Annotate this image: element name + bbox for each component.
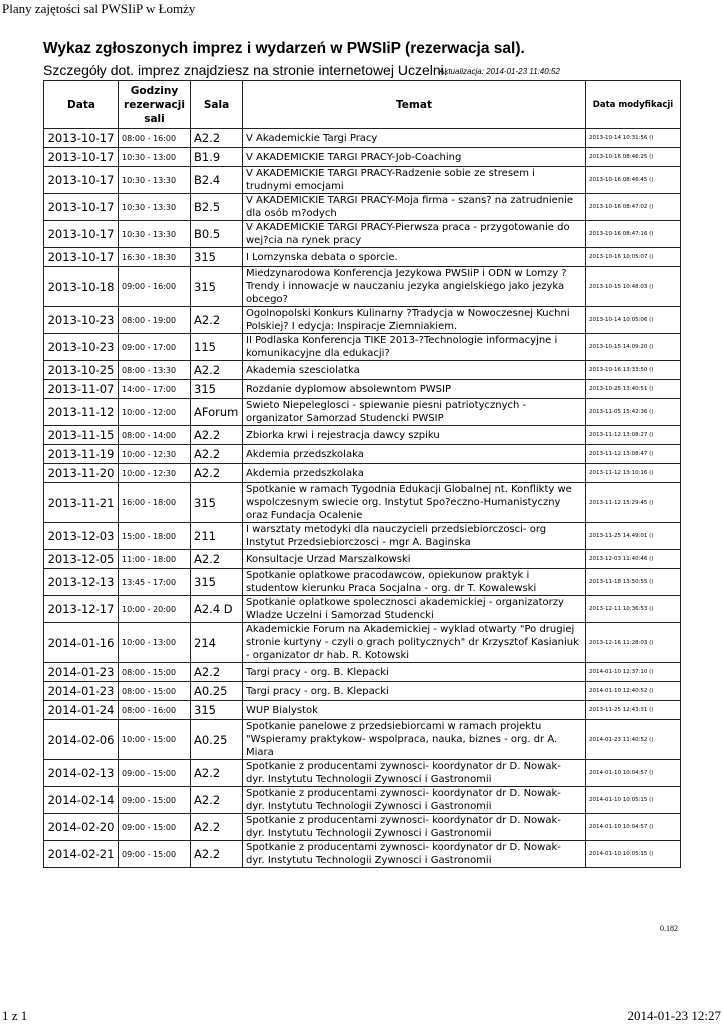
cell-room: 115 <box>191 334 243 361</box>
print-header-title: Plany zajętości sal PWSIiP w Łomży <box>2 1 196 16</box>
cell-date: 2014-02-06 <box>44 720 119 760</box>
table-row <box>44 148 681 167</box>
cell-modified: 2013-10-16 08:46:25 () <box>586 148 681 167</box>
cell-modified: 2013-10-14 10:31:56 () <box>586 129 681 148</box>
cell-room: A2.2 <box>191 445 243 464</box>
cell-hours: 08:00 - 15:00 <box>119 682 191 701</box>
cell-topic: Rozdanie dyplomow absolewntom PWSIP <box>243 380 586 399</box>
cell-modified: 2014-01-10 10:05:15 () <box>586 787 681 814</box>
cell-room: A2.2 <box>191 787 243 814</box>
cell-room: B0.5 <box>191 221 243 248</box>
cell-modified: 2013-12-03 11:40:46 () <box>586 550 681 569</box>
cell-hours: 10:30 - 13:00 <box>119 148 191 167</box>
cell-topic: Swieto Niepeleglosci - spiewanie piesni patriotycznych - organizator Samorzad Studencki PWSIP <box>243 399 586 426</box>
cell-topic: WUP Bialystok <box>243 701 586 720</box>
cell-date: 2014-01-24 <box>44 701 119 720</box>
table-row <box>44 307 681 334</box>
table-row <box>44 720 681 760</box>
cell-date: 2013-12-13 <box>44 569 119 596</box>
cell-topic: Miedzynarodowa Konferencja Jezykowa PWSIiP i ODN w Lomzy ?Trendy i innowacje w nauczaniu jezyka angielskiego jako jezyka obcego? <box>243 267 586 307</box>
cell-modified: 2013-10-15 10:48:03 () <box>586 267 681 307</box>
table-row <box>44 483 681 523</box>
cell-room: A0.25 <box>191 720 243 760</box>
table-row <box>44 129 681 148</box>
page-number: 1 z 1 <box>2 1008 28 1023</box>
cell-topic: Targi pracy - org. B. Klepacki <box>243 682 586 701</box>
cell-modified: 2013-10-25 13:40:51 () <box>586 380 681 399</box>
cell-date: 2014-02-21 <box>44 841 119 868</box>
cell-modified: 2013-11-12 13:10:16 () <box>586 464 681 483</box>
cell-modified: 2013-12-11 10:36:53 () <box>586 596 681 623</box>
cell-room: 315 <box>191 380 243 399</box>
cell-date: 2013-10-23 <box>44 334 119 361</box>
cell-modified: 2013-11-18 13:50:55 () <box>586 569 681 596</box>
cell-topic: Targi pracy - org. B. Klepacki <box>243 663 586 682</box>
cell-room: A2.2 <box>191 129 243 148</box>
cell-hours: 08:00 - 19:00 <box>119 307 191 334</box>
cell-hours: 09:00 - 15:00 <box>119 787 191 814</box>
cell-date: 2013-12-17 <box>44 596 119 623</box>
table-row <box>44 814 681 841</box>
cell-hours: 08:00 - 14:00 <box>119 426 191 445</box>
cell-room: B1.9 <box>191 148 243 167</box>
cell-topic: Akdemia przedszkolaka <box>243 464 586 483</box>
cell-modified: 2014-01-10 12:37:10 () <box>586 663 681 682</box>
cell-room: A2.2 <box>191 464 243 483</box>
cell-date: 2013-11-12 <box>44 399 119 426</box>
table-row <box>44 596 681 623</box>
cell-date: 2013-10-25 <box>44 361 119 380</box>
cell-room: 211 <box>191 523 243 550</box>
column-header-room: Sala <box>191 81 243 129</box>
cell-topic: Spotkanie w ramach Tygodnia Edukacji Globalnej nt. Konflikty we wspolczesnym swiecie org. Instytut Spo?eczno-Humanistyczny oraz Fundacja Ocalenie <box>243 483 586 523</box>
cell-room: 214 <box>191 623 243 663</box>
cell-room: B2.5 <box>191 194 243 221</box>
page-subtitle: Szczegóły dot. imprez znajdziesz na stronie internetowej Uczelni. <box>43 62 448 78</box>
cell-hours: 09:00 - 15:00 <box>119 814 191 841</box>
cell-topic: V AKADEMICKIE TARGI PRACY-Job-Coaching <box>243 148 586 167</box>
cell-hours: 09:00 - 16:00 <box>119 267 191 307</box>
table-row <box>44 445 681 464</box>
cell-date: 2013-10-17 <box>44 221 119 248</box>
column-header-modified: Data modyfikacji <box>586 81 681 129</box>
cell-date: 2013-11-19 <box>44 445 119 464</box>
reservations-table <box>43 80 681 868</box>
column-header-date: Data <box>44 81 119 129</box>
cell-hours: 09:00 - 15:00 <box>119 841 191 868</box>
cell-hours: 10:00 - 12:30 <box>119 464 191 483</box>
cell-topic: V AKADEMICKIE TARGI PRACY-Radzenie sobie ze stresem i trudnymi emocjami <box>243 167 586 194</box>
cell-hours: 15:00 - 18:00 <box>119 523 191 550</box>
cell-modified: 2013-11-25 14:49:01 () <box>586 523 681 550</box>
cell-room: 315 <box>191 267 243 307</box>
cell-hours: 14:00 - 17:00 <box>119 380 191 399</box>
cell-date: 2014-02-14 <box>44 787 119 814</box>
cell-topic: Spotkanie oplatkowe pracodawcow, opiekunow praktyk i studentow kierunku Praca Socjalna - org. dr T. Kowalewski <box>243 569 586 596</box>
cell-modified: 2014-01-10 10:04:57 () <box>586 814 681 841</box>
cell-topic: Ogolnopolski Konkurs Kulinarny ?Tradycja w Nowoczesnej Kuchni Polskiej? I edycja: Inspiracje Ziemniakiem. <box>243 307 586 334</box>
cell-topic: Akdemia przedszkolaka <box>243 445 586 464</box>
cell-topic: II Podlaska Konferencja TIKE 2013-?Technologie informacyjne i komunikacyjne dla edukacji? <box>243 334 586 361</box>
table-row <box>44 760 681 787</box>
cell-modified: 2013-12-16 11:28:03 () <box>586 623 681 663</box>
table-row <box>44 167 681 194</box>
cell-hours: 13:45 - 17:00 <box>119 569 191 596</box>
cell-room: 315 <box>191 248 243 267</box>
cell-hours: 10:30 - 13:30 <box>119 167 191 194</box>
cell-hours: 10:00 - 13:00 <box>119 623 191 663</box>
table-row <box>44 399 681 426</box>
cell-room: 315 <box>191 569 243 596</box>
cell-date: 2014-02-20 <box>44 814 119 841</box>
cell-date: 2013-11-21 <box>44 483 119 523</box>
cell-modified: 2013-11-12 13:08:27 () <box>586 426 681 445</box>
table-row <box>44 380 681 399</box>
cell-date: 2013-10-17 <box>44 194 119 221</box>
table-row <box>44 334 681 361</box>
page-title: Wykaz zgłoszonych imprez i wydarzeń w PWSIiP (rezerwacja sal). <box>43 40 525 57</box>
cell-date: 2013-10-23 <box>44 307 119 334</box>
cell-hours: 16:00 - 18:00 <box>119 483 191 523</box>
cell-topic: Spotkanie panelowe z przedsiebiorcami w ramach projektu "Wspieramy praktykow- wspolpraca, nauka, biznes - org. dr A. Miara <box>243 720 586 760</box>
cell-room: A2.2 <box>191 814 243 841</box>
table-row <box>44 248 681 267</box>
cell-hours: 10:00 - 15:00 <box>119 720 191 760</box>
cell-room: A2.2 <box>191 550 243 569</box>
table-row <box>44 361 681 380</box>
cell-topic: Zbiorka krwi i rejestracja dawcy szpiku <box>243 426 586 445</box>
cell-topic: V Akademickie Targi Pracy <box>243 129 586 148</box>
cell-hours: 09:00 - 15:00 <box>119 760 191 787</box>
cell-topic: V AKADEMICKIE TARGI PRACY-Moja firma - szans? na zatrudnienie dla osób m?odych <box>243 194 586 221</box>
cell-hours: 08:00 - 15:00 <box>119 663 191 682</box>
cell-topic: Konsultacje Urzad Marszalkowski <box>243 550 586 569</box>
cell-hours: 09:00 - 17:00 <box>119 334 191 361</box>
table-row <box>44 623 681 663</box>
table-row <box>44 221 681 248</box>
column-header-hours: Godziny rezerwacji sali <box>119 81 191 129</box>
cell-modified: 2013-10-16 08:47:16 () <box>586 221 681 248</box>
cell-topic: Akademia szesciolatka <box>243 361 586 380</box>
cell-modified: 2014-01-10 10:04:57 () <box>586 760 681 787</box>
cell-room: A2.2 <box>191 361 243 380</box>
cell-room: AForum <box>191 399 243 426</box>
table-header-row <box>44 81 681 129</box>
cell-hours: 08:00 - 16:00 <box>119 701 191 720</box>
cell-room: A2.4 D <box>191 596 243 623</box>
cell-modified: 2014-01-10 10:05:15 () <box>586 841 681 868</box>
cell-room: A2.2 <box>191 307 243 334</box>
cell-room: A2.2 <box>191 663 243 682</box>
table-row <box>44 701 681 720</box>
cell-date: 2014-02-13 <box>44 760 119 787</box>
update-timestamp: Aktualizacja: 2014-01-23 11:40:52 <box>439 67 560 76</box>
cell-date: 2013-10-17 <box>44 148 119 167</box>
cell-modified: 2013-10-16 08:46:45 () <box>586 167 681 194</box>
cell-topic: Spotkanie z producentami zywnosci- koordynator dr D. Nowak- dyr. Instytutu Technologii Zywnosci i Gastronomii <box>243 841 586 868</box>
cell-topic: I Lomzynska debata o sporcie. <box>243 248 586 267</box>
cell-topic: Spotkanie z producentami zywnosci- koordynator dr D. Nowak- dyr. Instytutu Technologii Zywnosci i Gastronomii <box>243 787 586 814</box>
cell-room: 315 <box>191 701 243 720</box>
table-row <box>44 267 681 307</box>
cell-modified: 2013-10-15 14:09:20 () <box>586 334 681 361</box>
cell-room: A0.25 <box>191 682 243 701</box>
cell-date: 2013-11-20 <box>44 464 119 483</box>
cell-modified: 2014-01-23 11:40:52 () <box>586 720 681 760</box>
cell-date: 2013-10-17 <box>44 129 119 148</box>
cell-topic: Akademickie Forum na Akademickiej - wyklad otwarty "Po drugiej stronie kurtyny - czyli o grach politycznych" dr Krzysztof Kasianiuk - organizator dr hab. R. Kotowski <box>243 623 586 663</box>
cell-date: 2013-10-18 <box>44 267 119 307</box>
cell-date: 2013-10-17 <box>44 167 119 194</box>
table-row <box>44 464 681 483</box>
cell-hours: 10:30 - 13:30 <box>119 194 191 221</box>
cell-modified: 2013-10-14 10:05:06 () <box>586 307 681 334</box>
cell-date: 2014-01-23 <box>44 663 119 682</box>
cell-topic: Spotkanie z producentami zywnosci- koordynator dr D. Nowak- dyr. Instytutu Technologii Zywnosci i Gastronomii <box>243 760 586 787</box>
cell-modified: 2013-10-16 13:33:50 () <box>586 361 681 380</box>
cell-room: A2.2 <box>191 760 243 787</box>
table-row <box>44 194 681 221</box>
cell-date: 2013-12-05 <box>44 550 119 569</box>
cell-date: 2013-11-15 <box>44 426 119 445</box>
cell-room: B2.4 <box>191 167 243 194</box>
cell-room: 315 <box>191 483 243 523</box>
table-row <box>44 841 681 868</box>
scale-ratio: 0.182 <box>660 924 678 933</box>
cell-modified: 2013-11-05 15:42:36 () <box>586 399 681 426</box>
cell-hours: 10:30 - 13:30 <box>119 221 191 248</box>
table-row <box>44 663 681 682</box>
cell-date: 2014-01-23 <box>44 682 119 701</box>
cell-room: A2.2 <box>191 841 243 868</box>
cell-hours: 11:00 - 18:00 <box>119 550 191 569</box>
cell-hours: 10:00 - 12:30 <box>119 445 191 464</box>
cell-topic: V AKADEMICKIE TARGI PRACY-Pierwsza praca - przygotowanie do wej?cia na rynek pracy <box>243 221 586 248</box>
cell-modified: 2014-01-10 12:40:52 () <box>586 682 681 701</box>
cell-hours: 08:00 - 16:00 <box>119 129 191 148</box>
cell-hours: 10:00 - 12:00 <box>119 399 191 426</box>
cell-modified: 2013-11-12 15:29:45 () <box>586 483 681 523</box>
cell-hours: 16:30 - 18:30 <box>119 248 191 267</box>
cell-date: 2014-01-16 <box>44 623 119 663</box>
cell-topic: Spotkanie oplatkowe spolecznosci akademickiej - organizatorzy Wladze Uczelni i Samorzad Studencki <box>243 596 586 623</box>
cell-topic: I warsztaty metodyki dla nauczycieli przedsiebiorczosci- org Instytut Przedsiebiorczosci - mgr A. Baginska <box>243 523 586 550</box>
cell-modified: 2013-11-12 13:08:47 () <box>586 445 681 464</box>
table-row <box>44 550 681 569</box>
cell-topic: Spotkanie z producentami zywnosci- koordynator dr D. Nowak- dyr. Instytutu Technologii Zywnosci i Gastronomii <box>243 814 586 841</box>
cell-hours: 10:00 - 20:00 <box>119 596 191 623</box>
cell-date: 2013-11-07 <box>44 380 119 399</box>
table-row <box>44 787 681 814</box>
column-header-topic: Temat <box>243 81 586 129</box>
cell-date: 2013-12-03 <box>44 523 119 550</box>
cell-modified: 2013-10-16 10:05:07 () <box>586 248 681 267</box>
table-row <box>44 426 681 445</box>
table-row <box>44 569 681 596</box>
table-row <box>44 682 681 701</box>
table-row <box>44 523 681 550</box>
print-date: 2014-01-23 12:27 <box>627 1008 721 1023</box>
cell-date: 2013-10-17 <box>44 248 119 267</box>
cell-hours: 08:00 - 13:30 <box>119 361 191 380</box>
cell-room: A2.2 <box>191 426 243 445</box>
cell-modified: 2013-10-16 08:47:02 () <box>586 194 681 221</box>
cell-modified: 2013-11-25 12:43:31 () <box>586 701 681 720</box>
